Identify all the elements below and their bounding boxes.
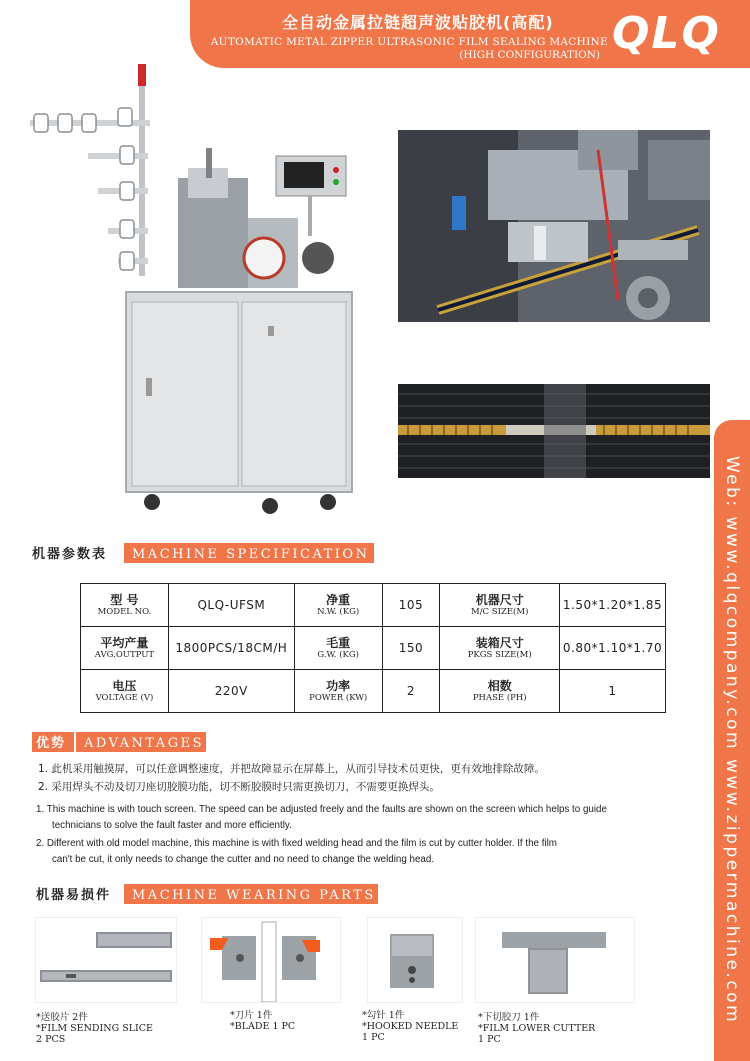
website-text: Web: www.qlqcompany.com www.zippermachine.com [722, 455, 742, 1025]
spec-title-english: MACHINE SPECIFICATION [132, 547, 370, 562]
part-caption-qty: 1 PC [478, 1034, 501, 1045]
part-caption [230, 1010, 350, 1032]
spec-value: QLQ-UFSM [168, 584, 294, 627]
part-caption-cn: *送胶片 2件 [36, 1012, 88, 1023]
part-caption-en: *BLADE 1 PC [230, 1021, 296, 1032]
parts-title-bar [124, 884, 378, 904]
spec-label: 机器尺寸 M/C SIZE(M) [440, 584, 560, 627]
spec-value: 1 [560, 670, 666, 713]
part-caption [36, 1012, 196, 1045]
machine-photo [28, 58, 364, 518]
part-caption-cn: *刀片 1件 [230, 1010, 273, 1021]
spec-value: 0.80*1.10*1.70 [560, 627, 666, 670]
spec-label: 毛重 G.W. (KG) [294, 627, 382, 670]
spec-value: 2 [382, 670, 440, 713]
advantage-en-1: 1. This machine is with touch screen. The speed can be adjusted freely and the faults are shown on the screen which helps to guide [36, 804, 607, 815]
table-row [81, 584, 666, 627]
title-english: AUTOMATIC METAL ZIPPER ULTRASONIC FILM SEALING MACHINE [210, 36, 608, 48]
advantage-cn-1: 1. 此机采用触摸屏，可以任意调整速度，并把故障显示在屏幕上，从而引导技术员更快，更有效地排除故障。 [38, 763, 545, 775]
zipper-film-photo [398, 384, 710, 478]
spec-value: 1.50*1.20*1.85 [560, 584, 666, 627]
spec-title-bar [124, 543, 374, 563]
spec-label: 相数 PHASE (PH) [440, 670, 560, 713]
parts-title-cn-box [36, 884, 122, 904]
table-row [81, 670, 666, 713]
part-caption-en: *FILM LOWER CUTTER [478, 1023, 596, 1034]
spec-label: 平均产量 AVG.OUTPUT [81, 627, 169, 670]
spec-label: 装箱尺寸 PKGS SIZE(M) [440, 627, 560, 670]
table-row [81, 627, 666, 670]
advantage-en-1-cont: technicians to solve the fault faster and more efficiently. [52, 820, 292, 831]
parts-title-english: MACHINE WEARING PARTS [132, 888, 376, 903]
advantage-cn-2: 2. 采用焊头不动及切刀座切胶膜功能，切不断胶膜时只需更换切刀，不需要更换焊头。 [38, 781, 440, 793]
adv-title-chinese: 优势 [36, 736, 67, 751]
adv-title-cn-box [32, 732, 74, 752]
brand-logo: QLQ [612, 8, 721, 59]
hooked-needle-image [368, 918, 462, 1002]
part-caption-qty: 1 PC [362, 1032, 385, 1043]
title-english-subtitle: (HIGH CONFIGURATION) [459, 49, 600, 61]
part-caption-cn: *下切胶刀 1件 [478, 1012, 540, 1023]
spec-label: 电压 VOLTAGE (V) [81, 670, 169, 713]
adv-title-bar [76, 732, 206, 752]
part-caption-en: *HOOKED NEEDLE [362, 1021, 459, 1032]
sealing-head-photo [398, 130, 710, 322]
spec-title-cn-box [32, 543, 124, 563]
spec-value: 1800PCS/18CM/H [168, 627, 294, 670]
spec-value: 150 [382, 627, 440, 670]
adv-title-english: ADVANTAGES [84, 736, 204, 751]
part-caption-qty: 2 PCS [36, 1034, 66, 1045]
spec-label: 净重 N.W. (KG) [294, 584, 382, 627]
part-caption-en: *FILM SENDING SLICE [36, 1023, 153, 1034]
advantage-en-2: 2. Different with old model machine, this machine is with fixed welding head and the film is cut by cutter holder. If the film [36, 838, 557, 849]
spec-value: 220V [168, 670, 294, 713]
spec-value: 105 [382, 584, 440, 627]
parts-title-chinese: 机器易损件 [36, 888, 112, 903]
spec-title-chinese: 机器参数表 [32, 547, 108, 562]
blade-image [202, 918, 340, 1002]
advantage-en-2-cont: can't be cut, it only needs to change the cutter and no need to change the welding head. [52, 854, 435, 865]
part-caption [478, 1012, 618, 1045]
film-lower-cutter-image [476, 918, 634, 1002]
spec-label: 型 号 MODEL NO. [81, 584, 169, 627]
spec-table [80, 583, 666, 713]
spec-label: 功率 POWER (KW) [294, 670, 382, 713]
film-sending-slice-image [36, 918, 176, 1002]
part-caption-cn: *勾针 1件 [362, 1010, 405, 1021]
part-caption [362, 1010, 472, 1043]
title-chinese: 全自动金属拉链超声波贴胶机(高配) [282, 13, 554, 32]
